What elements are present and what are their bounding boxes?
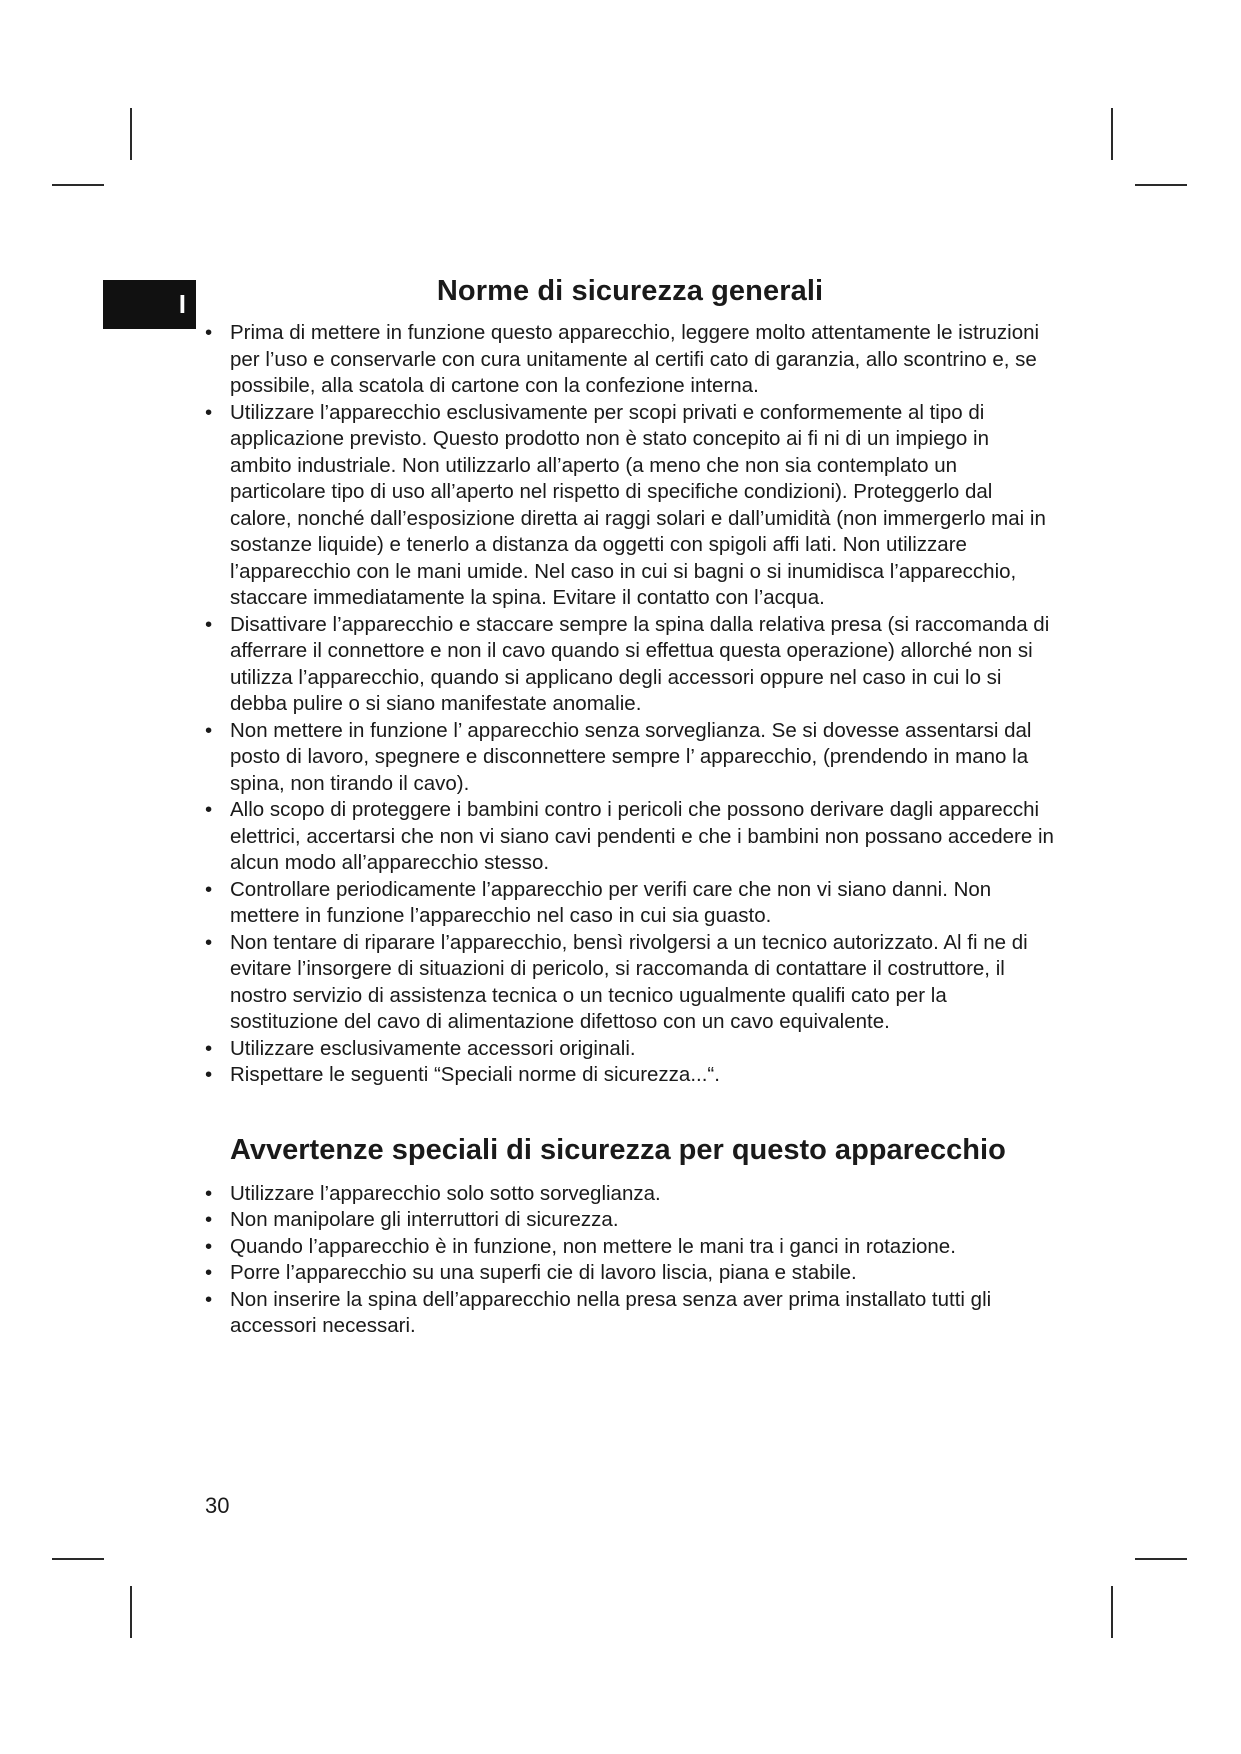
list-item: [205, 1260, 1055, 1287]
crop-mark-bottom-left-horizontal: [52, 1558, 104, 1560]
bullet-icon: •: [205, 321, 213, 344]
crop-mark-top-left-vertical: [130, 108, 132, 160]
bullet-icon: •: [205, 400, 213, 424]
list-item-text: Utilizzare l’apparecchio solo sotto sorveglianza.: [230, 1181, 661, 1205]
list-item-text: Porre l’apparecchio su una superfi cie di lavoro liscia, piana e stabile.: [230, 1261, 857, 1284]
page-content: [205, 270, 1055, 1340]
page-number: 30: [205, 1493, 230, 1518]
bullet-icon: •: [205, 1261, 213, 1284]
bullet-icon: •: [205, 1063, 213, 1086]
bullet-icon: •: [205, 612, 213, 636]
list-item-text: Allo scopo di proteggere i bambini contro i pericoli che possono derivare dagli apparecchi elettrici, accertarsi che non vi siano cavi pendenti e che i bambini non possano accedere in alcun modo all’apparecchio stesso.: [230, 798, 1054, 874]
list-item-text: Controllare periodicamente l’apparecchio per verifi care che non vi siano danni. Non mettere in funzione l’apparecchio nel caso in cui sia guasto.: [230, 877, 992, 927]
list-item-text: Utilizzare esclusivamente accessori originali.: [230, 1036, 636, 1060]
list-item-text: Non mettere in funzione l’ apparecchio senza sorveglianza. Se si dovesse assentarsi dal posto di lavoro, spegnere e disconnettere sempre l’ apparecchio, (prendendo in mano la spina, non tirando il cavo).: [230, 718, 1032, 795]
list-item-text: Rispettare le seguenti “Speciali norme di sicurezza...“.: [230, 1063, 720, 1086]
list-item: [205, 1181, 1055, 1208]
general-safety-list: [205, 320, 1055, 1089]
list-item: [205, 1036, 1055, 1063]
section-title-special-safety: Avvertenze speciali di sicurezza per questo apparecchio: [230, 1133, 1006, 1166]
bullet-icon: •: [205, 718, 213, 742]
crop-mark-top-right-horizontal: [1135, 184, 1187, 186]
special-safety-list: [205, 1181, 1055, 1340]
list-item: [205, 797, 1055, 877]
list-item-text: Prima di mettere in funzione questo apparecchio, leggere molto attentamente le istruzioni per l’uso e conservarle con cura unitamente al certifi cato di garanzia, allo scontrino e, se possibile, alla scatola di cartone con la confezione interna.: [230, 321, 1040, 397]
crop-mark-bottom-left-vertical: [130, 1586, 132, 1638]
crop-mark-top-left-horizontal: [52, 184, 104, 186]
list-item: [205, 1234, 1055, 1261]
bullet-icon: •: [205, 1181, 213, 1205]
crop-mark-bottom-right-horizontal: [1135, 1558, 1187, 1560]
bullet-icon: •: [205, 798, 213, 821]
list-item-text: Quando l’apparecchio è in funzione, non mettere le mani tra i ganci in rotazione.: [230, 1234, 956, 1258]
bullet-icon: •: [205, 1287, 213, 1311]
bullet-icon: •: [205, 1036, 213, 1060]
list-item: [205, 930, 1055, 1036]
list-item: [205, 1062, 1055, 1089]
language-tab: I: [103, 280, 196, 329]
list-item-text: Disattivare l’apparecchio e staccare sempre la spina dalla relativa presa (si raccomanda di afferrare il connettore e non il cavo quando si effettua questa operazione) allorché non si utilizza l’apparecchio, quando si applicano degli accessori oppure nel caso in cui lo si debba pulire o si siano manifestate anomalie.: [230, 612, 1050, 715]
list-item-text: Utilizzare l’apparecchio esclusivamente per scopi privati e conformemente al tipo di applicazione previsto. Questo prodotto non è stato concepito ai fi ni di un impiego in ambito industriale. Non utilizzarlo all’aperto (a meno che non sia contemplato un particolare tipo di uso all’aperto nel rispetto di specifiche condizioni). Proteggerlo dal calore, nonché dall’esposizione diretta ai raggi solari e dall’umidità (non immergerlo mai in sostanze liquide) e tenerlo a distanza da oggetti con spigoli affi lati. Non utilizzare l’apparecchio con le mani umide. Nel caso in cui si bagni o si inumidisca l’apparecchio, staccare immediatamente la spina. Evitare il contatto con l’acqua.: [230, 400, 1046, 609]
bullet-icon: •: [205, 930, 213, 954]
list-item: [205, 400, 1055, 612]
bullet-icon: •: [205, 1234, 213, 1258]
section-title-general-safety: Norme di sicurezza generali: [436, 275, 824, 307]
bullet-icon: •: [205, 877, 213, 901]
list-item-text: Non manipolare gli interruttori di sicurezza.: [230, 1208, 619, 1231]
crop-mark-top-right-vertical: [1111, 108, 1113, 160]
bullet-icon: •: [205, 1208, 213, 1231]
list-item: [205, 718, 1055, 798]
list-item: [205, 1287, 1055, 1340]
list-item: [205, 1207, 1055, 1234]
list-item: [205, 612, 1055, 718]
list-item-text: Non inserire la spina dell’apparecchio nella presa senza aver prima installato tutti gli accessori necessari.: [230, 1287, 992, 1337]
list-item: [205, 877, 1055, 930]
list-item-text: Non tentare di riparare l’apparecchio, bensì rivolgersi a un tecnico autorizzato. Al fi ne di evitare l’insorgere di situazioni di pericolo, si raccomanda di contattare il costruttore, il nostro servizio di assistenza tecnica o un tecnico ugualmente qualifi cato per la sostituzione del cavo di alimentazione difettoso con un cavo equivalente.: [230, 930, 1028, 1033]
crop-mark-bottom-right-vertical: [1111, 1586, 1113, 1638]
list-item: [205, 320, 1055, 400]
